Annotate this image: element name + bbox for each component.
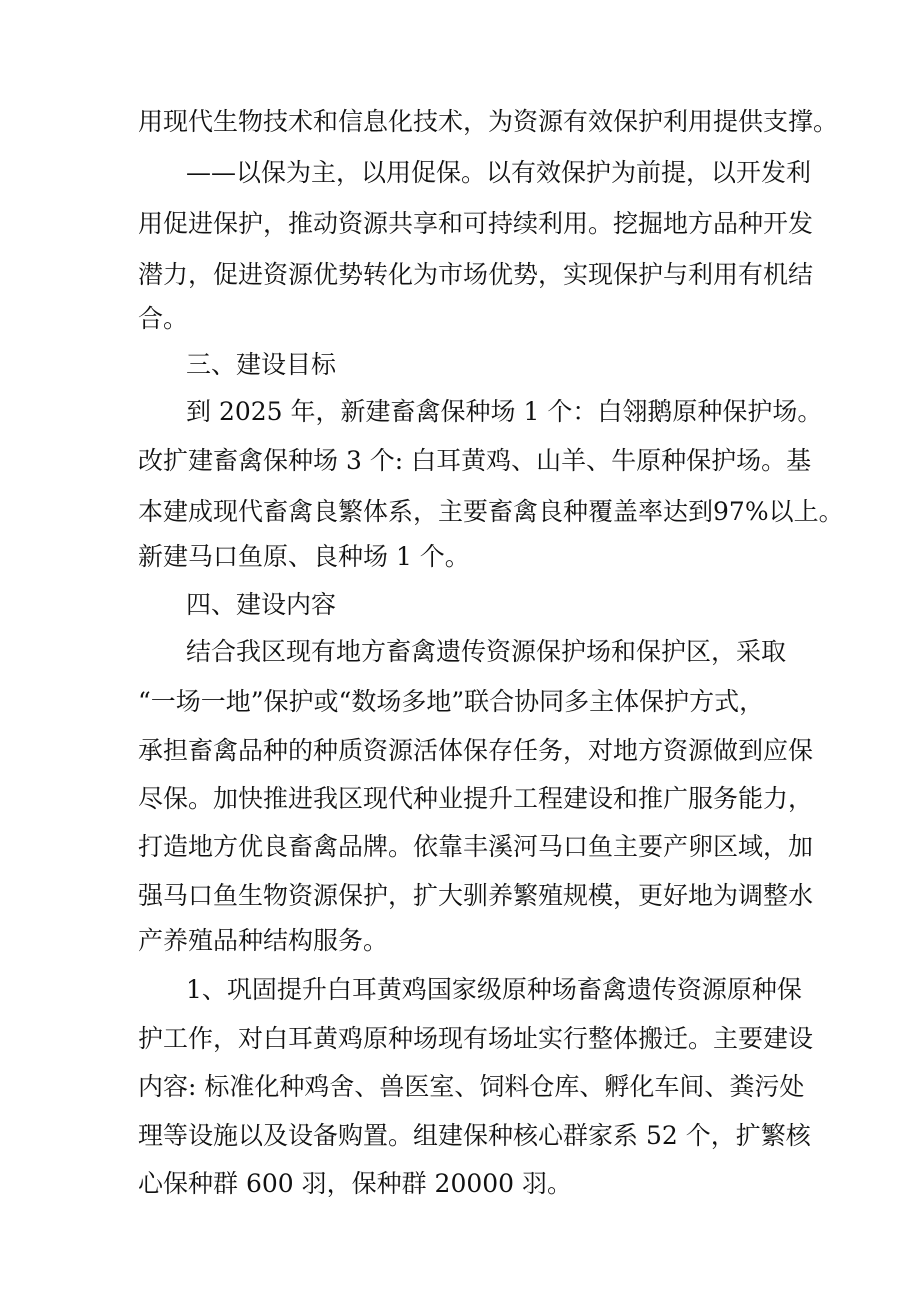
text-line: 护工作，对白耳黄鸡原种场现有场址实行整体搬迁。主要建设 xyxy=(138,1024,814,1053)
text-line: 本建成现代畜禽良繁体系，主要畜禽良种覆盖率达到97%以上。 xyxy=(138,497,844,526)
text-line: 承担畜禽品种的种质资源活体保存任务，对地方资源做到应保 xyxy=(138,736,814,765)
text-line: 1、巩固提升白耳黄鸡国家级原种场畜禽遗传资源原种保 xyxy=(186,975,802,1004)
text-line: 新建马口鱼原、良种场 1 个。 xyxy=(138,542,470,571)
text-line: 用现代生物技术和信息化技术，为资源有效保护利用提供支撑。 xyxy=(138,107,839,136)
text-line: 用促进保护，推动资源共享和可持续利用。挖掘地方品种开发 xyxy=(138,209,814,238)
text-line: 内容: 标准化种鸡舍、兽医室、饲料仓库、孵化车间、粪污处 xyxy=(138,1072,805,1101)
text-line: 到 2025 年，新建畜禽保种场 1 个：白翎鹅原种保护场。 xyxy=(186,397,823,426)
section-heading: 四、建设内容 xyxy=(186,590,337,619)
text-line: 产养殖品种结构服务。 xyxy=(138,926,389,955)
text-line: 潜力，促进资源优势转化为市场优势，实现保护与利用有机结 xyxy=(138,260,814,289)
text-line: 打造地方优良畜禽品牌。依靠丰溪河马口鱼主要产卵区域，加 xyxy=(138,832,814,861)
text-line: 心保种群 600 羽，保种群 20000 羽。 xyxy=(138,1169,573,1198)
section-heading: 三、建设目标 xyxy=(186,350,337,379)
text-line: 合。 xyxy=(138,304,189,333)
text-line: 尽保。加快推进我区现代种业提升工程建设和推广服务能力， xyxy=(138,784,814,813)
text-line: 强马口鱼生物资源保护，扩大驯养繁殖规模，更好地为调整水 xyxy=(138,881,814,910)
text-line: 理等设施以及设备购置。组建保种核心群家系 52 个，扩繁核 xyxy=(138,1121,811,1150)
text-line: “一场一地”保护或“数场多地”联合协同多主体保护方式， xyxy=(138,687,765,716)
text-line: 结合我区现有地方畜禽遗传资源保护场和保护区，采取 xyxy=(186,637,787,666)
text-line: ——以保为主，以用促保。以有效保护为前提，以开发利 xyxy=(186,158,812,187)
text-line: 改扩建畜禽保种场 3 个: 白耳黄鸡、山羊、牛原种保护场。基 xyxy=(138,446,812,475)
